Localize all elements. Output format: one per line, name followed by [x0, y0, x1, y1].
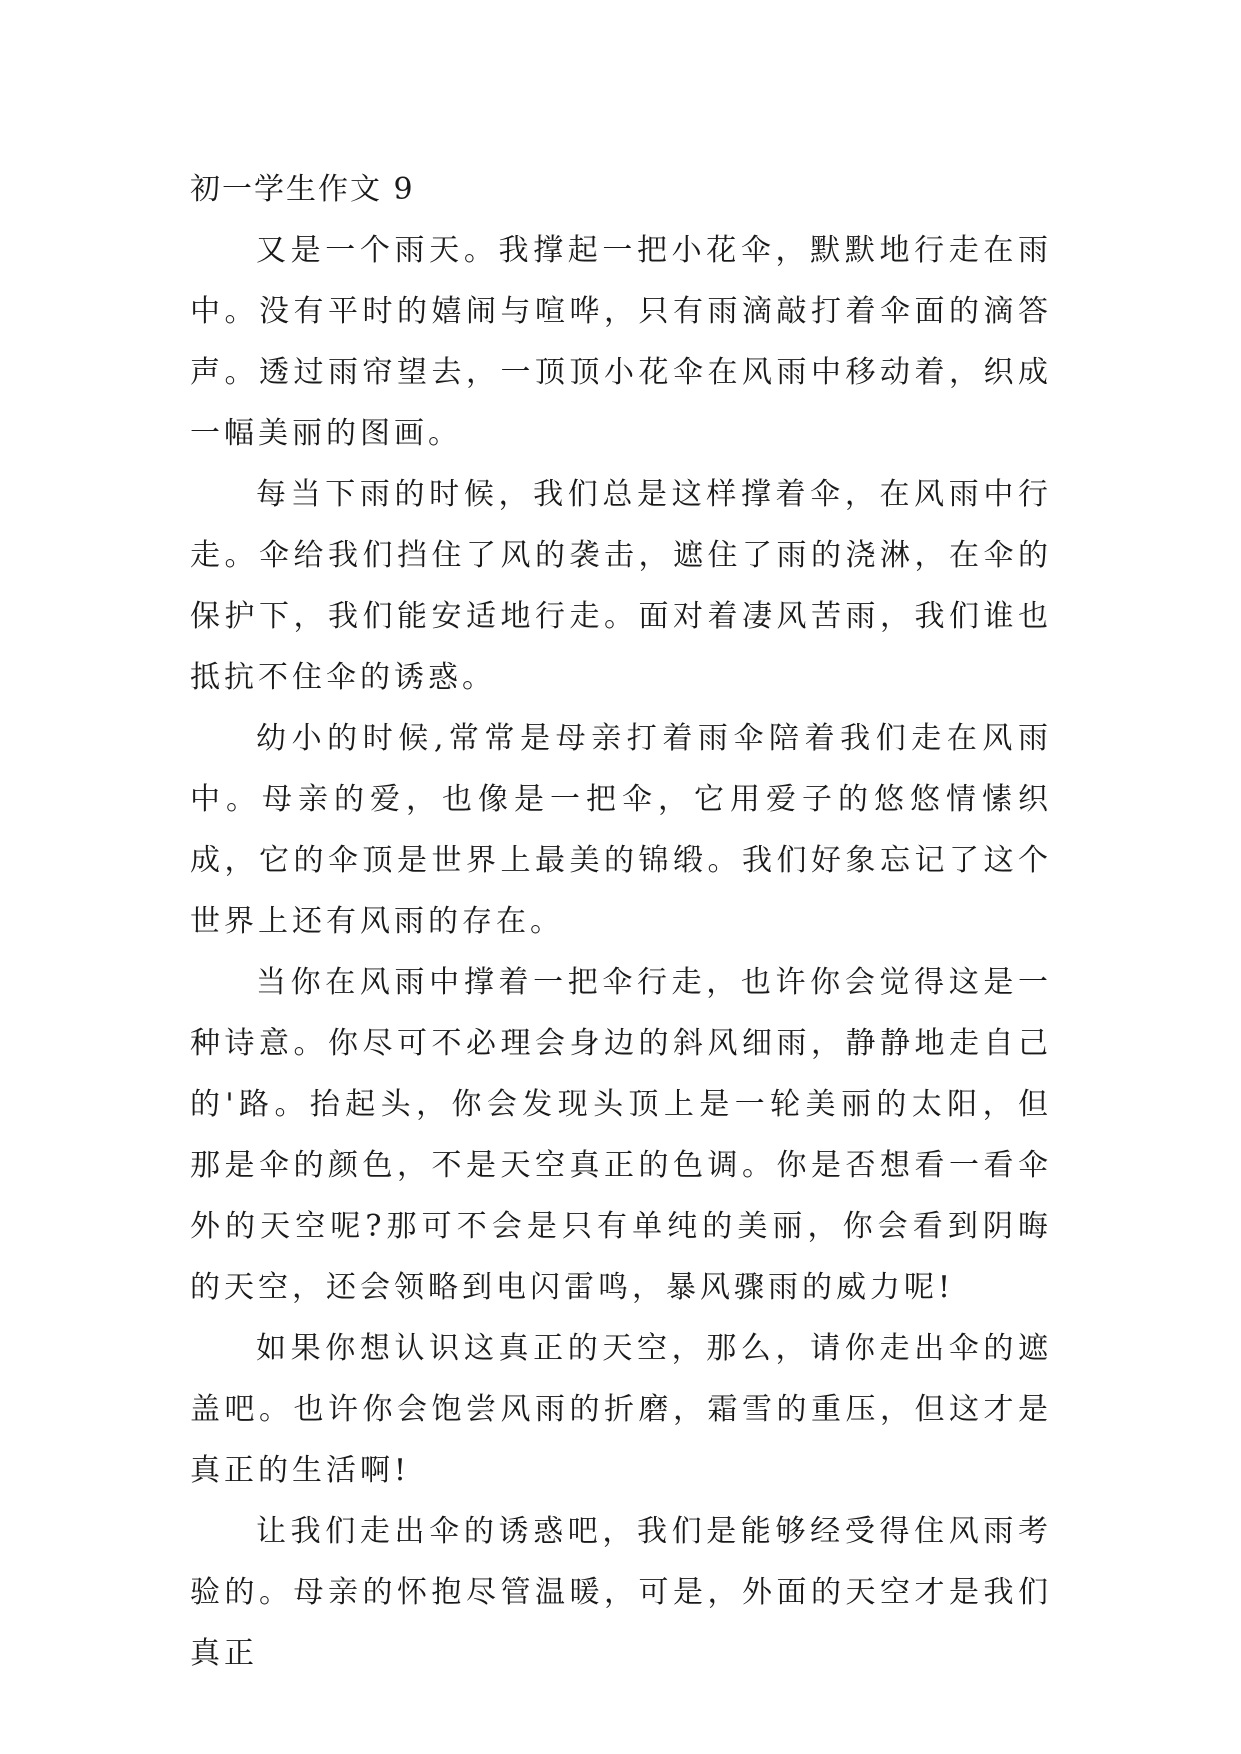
- document-title: 初一学生作文 9: [190, 172, 415, 207]
- paragraph: 当你在风雨中撑着一把伞行走，也许你会觉得这是一种诗意。你尽可不必理会身边的斜风细雨，静静地走自己的'路。抬起头，你会发现头顶上是一轮美丽的太阳，但那是伞的颜色，不是天空真正的色调。你是否想看一看伞外的天空呢?那可不会是只有单纯的美丽，你会看到阴晦的天空，还会领略到电闪雷鸣，暴风骤雨的威力呢!: [190, 965, 1052, 1305]
- paragraph: 幼小的时候,常常是母亲打着雨伞陪着我们走在风雨中。母亲的爱，也像是一把伞，它用爱子的悠悠情愫织成，它的伞顶是世界上最美的锦缎。我们好象忘记了这个世界上还有风雨的存在。: [190, 721, 1052, 939]
- document-body: [190, 160, 1052, 1684]
- paragraph: 每当下雨的时候，我们总是这样撑着伞，在风雨中行走。伞给我们挡住了风的袭击，遮住了雨的浇淋，在伞的保护下，我们能安适地行走。面对着凄风苦雨，我们谁也抵抗不住伞的诱惑。: [190, 477, 1052, 695]
- paragraph: 又是一个雨天。我撑起一把小花伞，默默地行走在雨中。没有平时的嬉闹与喧哗，只有雨滴敲打着伞面的滴答声。透过雨帘望去，一顶顶小花伞在风雨中移动着，织成一幅美丽的图画。: [190, 233, 1052, 451]
- paragraph: 让我们走出伞的诱惑吧，我们是能够经受得住风雨考验的。母亲的怀抱尽管温暖，可是，外面的天空才是我们真正: [190, 1514, 1052, 1671]
- paragraph: 如果你想认识这真正的天空，那么，请你走出伞的遮盖吧。也许你会饱尝风雨的折磨，霜雪的重压，但这才是真正的生活啊!: [190, 1331, 1052, 1488]
